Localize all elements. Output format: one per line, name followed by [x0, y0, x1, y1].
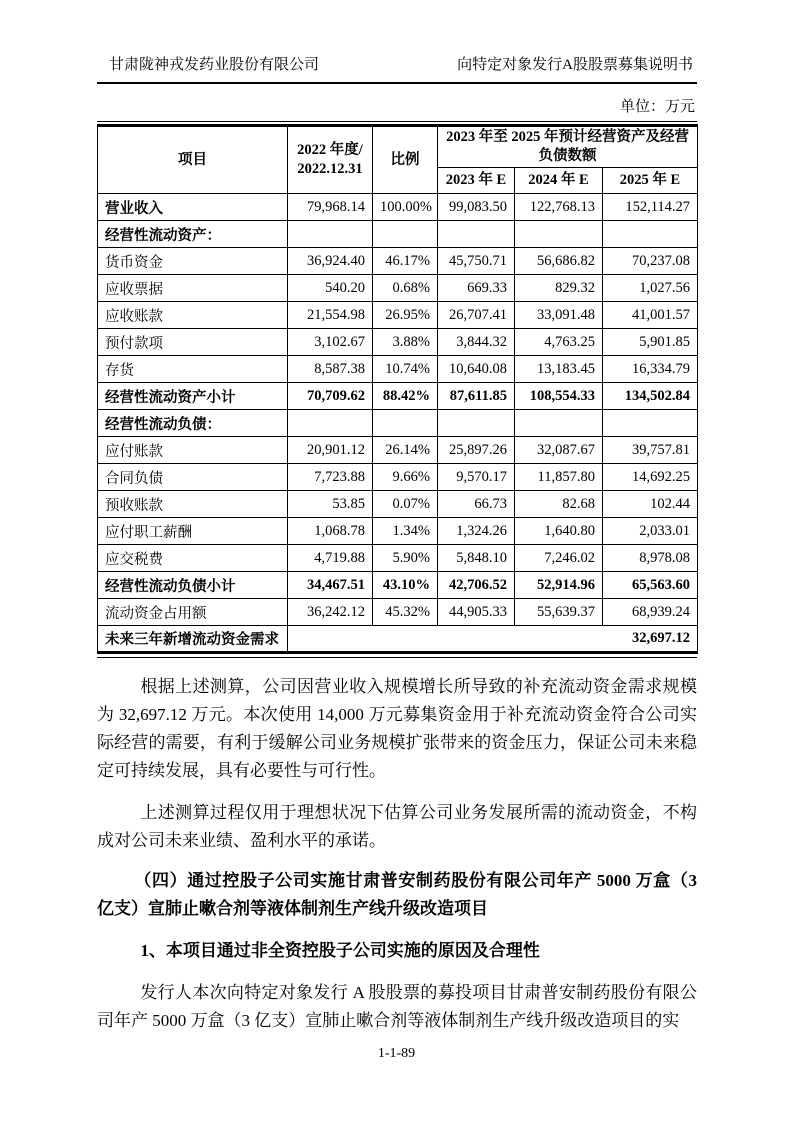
- cell-2024e: 56,686.82: [515, 248, 603, 275]
- cell-ratio: 43.10%: [373, 572, 438, 599]
- cell-2024e: 829.32: [515, 275, 603, 302]
- cell-ratio: 26.14%: [373, 437, 438, 464]
- cell-2025e: 39,757.81: [603, 437, 698, 464]
- table-row: [98, 356, 698, 383]
- col-header-2023e: 2023 年 E: [438, 168, 515, 194]
- cell-2024e: 82.68: [515, 491, 603, 518]
- cell-2022: [288, 221, 373, 248]
- cell-ratio: 45.32%: [373, 599, 438, 626]
- cell-2022: 540.20: [288, 275, 373, 302]
- table-row: [98, 248, 698, 275]
- cell-2023e: 1,324.26: [438, 518, 515, 545]
- subsection-heading-1: 1、本项目通过非全资控股子公司实施的原因及合理性: [140, 941, 540, 960]
- table-row: [98, 437, 698, 464]
- cell-2023e: 44,905.33: [438, 599, 515, 626]
- cell-2023e: 5,848.10: [438, 545, 515, 572]
- table-row: [98, 491, 698, 518]
- cell-2025e: 14,692.25: [603, 464, 698, 491]
- cell-2023e: 10,640.08: [438, 356, 515, 383]
- row-label: 货币资金: [98, 248, 288, 275]
- row-label: 应收票据: [98, 275, 288, 302]
- cell-2023e: 3,844.32: [438, 329, 515, 356]
- cell-2022: 21,554.98: [288, 302, 373, 329]
- section-heading-4: （四）通过控股子公司实施甘肃普安制药股份有限公司年产 5000 万盒（3 亿支）宣肺止嗽合剂等液体制剂生产线升级改造项目: [97, 871, 697, 918]
- cell-2023e: 25,897.26: [438, 437, 515, 464]
- cell-2024e: [515, 221, 603, 248]
- cell-2025e: 102.44: [603, 491, 698, 518]
- table-row: [98, 518, 698, 545]
- cell-ratio: 1.34%: [373, 518, 438, 545]
- table-row: [98, 383, 698, 410]
- cell-2023e: 87,611.85: [438, 383, 515, 410]
- table-top-rule: [97, 121, 697, 122]
- cell-ratio: [373, 410, 438, 437]
- cell-2022: 70,709.62: [288, 383, 373, 410]
- page-number: 1-1-89: [377, 1046, 416, 1061]
- cell-2023e: 66.73: [438, 491, 515, 518]
- cell-ratio: 5.90%: [373, 545, 438, 572]
- cell-2023e: 42,706.52: [438, 572, 515, 599]
- table-row: [98, 599, 698, 626]
- table-row: [98, 302, 698, 329]
- cell-2024e: 52,914.96: [515, 572, 603, 599]
- cell-ratio: 0.68%: [373, 275, 438, 302]
- col-header-item: 项目: [98, 126, 288, 194]
- cell-2024e: 32,087.67: [515, 437, 603, 464]
- cell-2022: 36,924.40: [288, 248, 373, 275]
- col-header-ratio: 比例: [373, 126, 438, 194]
- cell-2022: 4,719.88: [288, 545, 373, 572]
- cell-ratio: 46.17%: [373, 248, 438, 275]
- table-row: [98, 572, 698, 599]
- cell-ratio: 10.74%: [373, 356, 438, 383]
- cell-2022: 20,901.12: [288, 437, 373, 464]
- cell-2025e: 5,901.85: [603, 329, 698, 356]
- cell-2025e: 68,939.24: [603, 599, 698, 626]
- paragraph-project-intro: 发行人本次向特定对象发行 A 股股票的募投项目甘肃普安制药股份有限公司年产 5000 万盒（3 亿支）宣肺止嗽合剂等液体制剂生产线升级改造项目的实: [97, 983, 697, 1030]
- cell-2025e: 1,027.56: [603, 275, 698, 302]
- cell-2022: 53.85: [288, 491, 373, 518]
- cell-2025e: 41,001.57: [603, 302, 698, 329]
- cell-2024e: 4,763.25: [515, 329, 603, 356]
- cell-ratio: 100.00%: [373, 194, 438, 221]
- company-name: 甘肃陇神戎发药业股份有限公司: [109, 57, 320, 73]
- row-label: 存货: [98, 356, 288, 383]
- cell-ratio: 26.95%: [373, 302, 438, 329]
- cell-2022: 1,068.78: [288, 518, 373, 545]
- table-row-total: [98, 626, 698, 653]
- financial-table-body: [98, 194, 698, 653]
- page-header: [97, 56, 697, 84]
- table-bottom-rule: [97, 657, 697, 658]
- row-label: 应收账款: [98, 302, 288, 329]
- financial-table: [97, 124, 698, 654]
- col-header-period-line1: 2022 年度/: [297, 142, 363, 158]
- paragraph-funding-calculation: 根据上述测算，公司因营业收入规模增长所导致的补充流动资金需求规模为 32,697.12 万元。本次使用 14,000 万元募集资金用于补充流动资金符合公司实际经营的需要，有利于缓解公司业务规模扩张带来的资金压力，保证公司未来稳定可持续发展，具有必要性与可行性。: [97, 677, 697, 780]
- table-row: [98, 275, 698, 302]
- row-label: 经营性流动负债：: [98, 410, 288, 437]
- row-label: 未来三年新增流动资金需求: [98, 626, 288, 653]
- cell-2024e: 1,640.80: [515, 518, 603, 545]
- cell-2022: [288, 410, 373, 437]
- cell-2024e: 122,768.13: [515, 194, 603, 221]
- cell-ratio: 3.88%: [373, 329, 438, 356]
- table-row: [98, 329, 698, 356]
- col-header-2024e: 2024 年 E: [515, 168, 603, 194]
- cell-2025e: [603, 221, 698, 248]
- cell-2024e: 108,554.33: [515, 383, 603, 410]
- cell-2025e: 152,114.27: [603, 194, 698, 221]
- row-label: 经营性流动资产小计: [98, 383, 288, 410]
- row-label: 流动资金占用额: [98, 599, 288, 626]
- cell-2023e: 9,570.17: [438, 464, 515, 491]
- cell-2024e: 7,246.02: [515, 545, 603, 572]
- cell-2025e: 65,563.60: [603, 572, 698, 599]
- unit-label: 单位：万元: [619, 99, 695, 115]
- cell-total-value: 32,697.12: [288, 626, 698, 653]
- row-label: 应付账款: [98, 437, 288, 464]
- cell-2025e: [603, 410, 698, 437]
- col-header-period: [288, 126, 373, 194]
- paragraph-disclaimer: 上述测算过程仅用于理想状况下估算公司业务发展所需的流动资金，不构成对公司未来业绩、盈利水平的承诺。: [97, 803, 697, 850]
- cell-ratio: 0.07%: [373, 491, 438, 518]
- table-row: [98, 464, 698, 491]
- col-header-forecast-group: 2023 年至 2025 年预计经营资产及经营负债数额: [438, 126, 698, 168]
- row-label: 营业收入: [98, 194, 288, 221]
- cell-ratio: 9.66%: [373, 464, 438, 491]
- cell-ratio: 88.42%: [373, 383, 438, 410]
- cell-2022: 79,968.14: [288, 194, 373, 221]
- cell-2025e: 16,334.79: [603, 356, 698, 383]
- cell-2025e: 2,033.01: [603, 518, 698, 545]
- row-label: 预付款项: [98, 329, 288, 356]
- table-row: [98, 221, 698, 248]
- cell-2025e: 70,237.08: [603, 248, 698, 275]
- cell-2023e: 99,083.50: [438, 194, 515, 221]
- row-label: 预收账款: [98, 491, 288, 518]
- col-header-period-line2: 2022.12.31: [297, 161, 363, 177]
- doc-title: 向特定对象发行A股股票募集说明书: [457, 57, 693, 73]
- cell-2022: 36,242.12: [288, 599, 373, 626]
- cell-2023e: 45,750.71: [438, 248, 515, 275]
- table-row: [98, 545, 698, 572]
- table-row: [98, 194, 698, 221]
- cell-2022: 3,102.67: [288, 329, 373, 356]
- cell-2025e: 8,978.08: [603, 545, 698, 572]
- cell-2023e: [438, 410, 515, 437]
- table-row: [98, 410, 698, 437]
- cell-2024e: 13,183.45: [515, 356, 603, 383]
- row-label: 经营性流动负债小计: [98, 572, 288, 599]
- cell-2023e: 26,707.41: [438, 302, 515, 329]
- cell-2022: 8,587.38: [288, 356, 373, 383]
- col-header-2025e: 2025 年 E: [603, 168, 698, 194]
- cell-2022: 34,467.51: [288, 572, 373, 599]
- cell-2024e: [515, 410, 603, 437]
- cell-2023e: 669.33: [438, 275, 515, 302]
- row-label: 经营性流动资产：: [98, 221, 288, 248]
- row-label: 合同负债: [98, 464, 288, 491]
- cell-2023e: [438, 221, 515, 248]
- row-label: 应交税费: [98, 545, 288, 572]
- row-label: 应付职工薪酬: [98, 518, 288, 545]
- cell-2024e: 55,639.37: [515, 599, 603, 626]
- cell-2024e: 11,857.80: [515, 464, 603, 491]
- cell-2024e: 33,091.48: [515, 302, 603, 329]
- cell-2022: 7,723.88: [288, 464, 373, 491]
- table-header-row-1: [98, 126, 698, 168]
- cell-ratio: [373, 221, 438, 248]
- table-header: [98, 126, 698, 194]
- cell-2025e: 134,502.84: [603, 383, 698, 410]
